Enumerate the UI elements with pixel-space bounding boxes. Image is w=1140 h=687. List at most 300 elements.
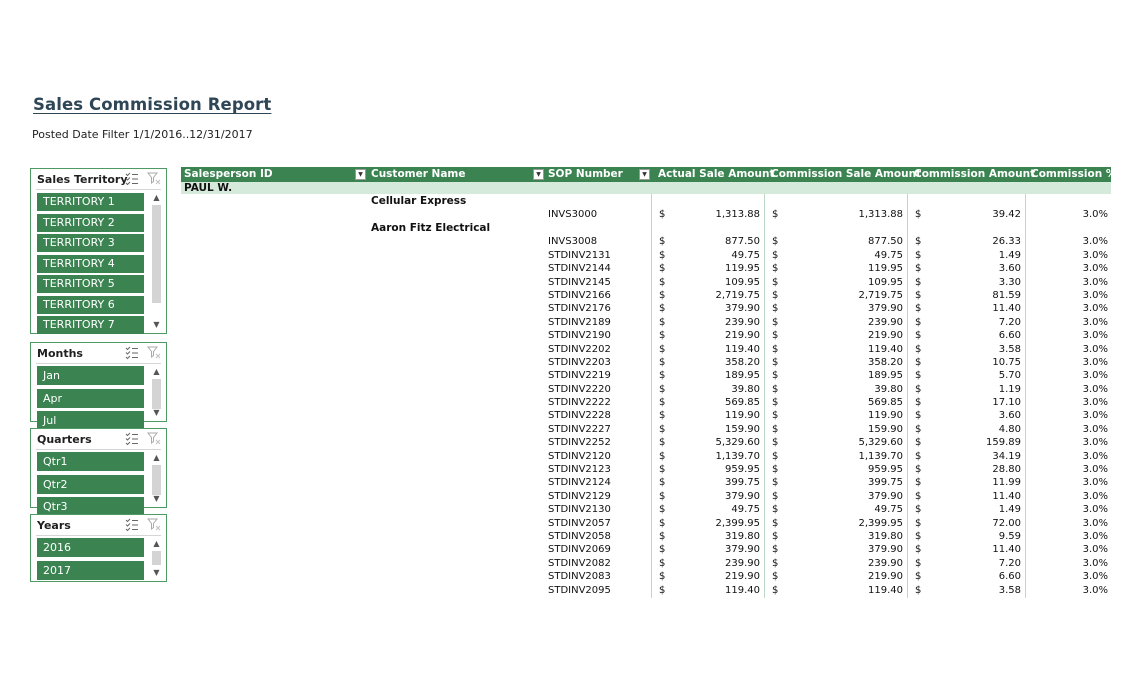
scroll-thumb[interactable] [152,379,161,409]
currency-symbol: $ [772,303,779,315]
table-row[interactable] [181,450,1111,463]
currency-symbol: $ [659,236,666,248]
currency-symbol: $ [659,249,666,261]
currency-symbol: $ [772,557,779,569]
actual-sale-amount: 159.90 [725,423,760,435]
currency-symbol: $ [772,370,779,382]
sop-number: STDINV2203 [548,356,611,368]
slicer-quarters[interactable] [30,428,167,513]
commission-percent: 3.0% [1082,477,1108,489]
customer-row[interactable] [181,221,1111,235]
table-row[interactable] [181,289,1111,302]
slicer-item[interactable]: 2017 [37,561,144,580]
currency-symbol: $ [915,209,922,220]
clear-filter-icon[interactable] [147,346,161,359]
currency-symbol: $ [915,530,922,542]
commission-sale-amount: 2,399.95 [858,517,903,529]
slicer-title: Years [37,519,71,532]
commission-percent: 3.0% [1082,249,1108,261]
currency-symbol: $ [659,571,666,583]
commission-pivot-table [181,167,1117,597]
table-row[interactable] [181,570,1111,583]
commission-sale-amount: 189.95 [868,370,903,382]
commission-sale-amount: 569.85 [868,397,903,409]
table-row[interactable] [181,543,1111,556]
currency-symbol: $ [772,571,779,583]
currency-symbol: $ [915,584,922,596]
commission-sale-amount: 119.90 [868,410,903,422]
commission-sale-amount: 959.95 [868,464,903,476]
currency-symbol: $ [772,544,779,556]
commission-amount: 7.20 [998,316,1021,328]
commission-sale-amount: 1,313.88 [858,209,903,220]
currency-symbol: $ [659,530,666,542]
actual-sale-amount: 959.95 [725,464,760,476]
currency-symbol: $ [659,397,666,409]
table-row[interactable] [181,383,1111,396]
commission-percent: 3.0% [1082,263,1108,275]
table-row[interactable] [181,276,1111,289]
currency-symbol: $ [915,504,922,516]
actual-sale-amount: 379.90 [725,303,760,315]
table-row[interactable] [181,423,1111,436]
actual-sale-amount: 379.90 [725,490,760,502]
commission-sale-amount: 877.50 [868,236,903,248]
commission-percent: 3.0% [1082,209,1108,220]
slicer-item[interactable]: TERRITORY 6 [37,296,144,314]
commission-sale-amount: 49.75 [874,504,903,516]
actual-sale-amount: 119.40 [725,584,760,596]
slicer-item[interactable]: TERRITORY 5 [37,275,144,293]
sop-number: STDINV2058 [548,530,611,542]
scroll-up-icon[interactable]: ▲ [153,453,160,462]
commission-percent: 3.0% [1082,504,1108,516]
commission-percent: 3.0% [1082,423,1108,435]
header-salesperson-id[interactable]: Salesperson ID [184,168,273,180]
currency-symbol: $ [915,397,922,409]
sop-number: STDINV2069 [548,544,611,556]
commission-percent: 3.0% [1082,303,1108,315]
currency-symbol: $ [659,356,666,368]
currency-symbol: $ [659,209,666,220]
table-header-row [181,167,1117,182]
commission-sale-amount: 39.80 [874,383,903,395]
currency-symbol: $ [772,490,779,502]
commission-sale-amount: 119.40 [868,343,903,355]
slicer-item[interactable]: TERRITORY 1 [37,193,144,211]
currency-symbol: $ [772,464,779,476]
customer-row[interactable] [181,194,1111,208]
scroll-thumb[interactable] [152,465,161,495]
actual-sale-amount: 399.75 [725,477,760,489]
currency-symbol: $ [659,343,666,355]
commission-percent: 3.0% [1082,464,1108,476]
currency-symbol: $ [772,356,779,368]
commission-percent: 3.0% [1082,584,1108,596]
commission-amount: 34.19 [992,450,1021,462]
commission-amount: 28.80 [992,464,1021,476]
scroll-down-icon[interactable]: ▼ [153,408,160,417]
multi-select-icon[interactable] [125,518,139,531]
actual-sale-amount: 319.80 [725,530,760,542]
commission-sale-amount: 319.80 [868,530,903,542]
actual-sale-amount: 49.75 [731,249,760,261]
currency-symbol: $ [772,410,779,422]
commission-percent: 3.0% [1082,397,1108,409]
slicer-item[interactable]: Jan [37,366,144,385]
actual-sale-amount: 1,313.88 [715,209,760,220]
currency-symbol: $ [772,276,779,288]
sop-number: STDINV2220 [548,383,611,395]
table-row[interactable] [181,329,1111,342]
commission-amount: 3.58 [998,584,1021,596]
commission-amount: 6.60 [998,330,1021,342]
commission-sale-amount: 219.90 [868,330,903,342]
currency-symbol: $ [772,477,779,489]
actual-sale-amount: 49.75 [731,504,760,516]
slicer-item[interactable]: TERRITORY 3 [37,234,144,252]
table-row[interactable] [181,396,1111,409]
currency-symbol: $ [659,276,666,288]
sop-number: STDINV2189 [548,316,611,328]
commission-percent: 3.0% [1082,557,1108,569]
commission-sale-amount: 119.40 [868,584,903,596]
currency-symbol: $ [659,303,666,315]
currency-symbol: $ [915,410,922,422]
actual-sale-amount: 2,719.75 [715,289,760,301]
table-row[interactable] [181,356,1111,369]
commission-sale-amount: 1,139.70 [858,450,903,462]
currency-symbol: $ [659,383,666,395]
slicer-item[interactable]: Qtr2 [37,475,144,494]
commission-amount: 5.70 [998,370,1021,382]
slicer-sales-territory[interactable] [30,168,167,334]
slicer-item[interactable]: Jul [37,411,144,430]
sop-number: STDINV2082 [548,557,611,569]
currency-symbol: $ [772,504,779,516]
currency-symbol: $ [659,370,666,382]
scroll-down-icon[interactable]: ▼ [153,568,160,577]
currency-symbol: $ [772,584,779,596]
currency-symbol: $ [772,343,779,355]
posted-date-filter: Posted Date Filter 1/1/2016..12/31/2017 [32,128,253,141]
commission-amount: 11.99 [992,477,1021,489]
currency-symbol: $ [915,557,922,569]
commission-percent: 3.0% [1082,316,1108,328]
commission-amount: 11.40 [992,490,1021,502]
currency-symbol: $ [772,249,779,261]
currency-symbol: $ [915,437,922,449]
currency-symbol: $ [659,289,666,301]
currency-symbol: $ [772,236,779,248]
table-row[interactable] [181,490,1111,503]
commission-sale-amount: 49.75 [874,249,903,261]
slicer-months[interactable] [30,342,167,427]
actual-sale-amount: 379.90 [725,544,760,556]
multi-select-icon[interactable] [125,346,139,359]
currency-symbol: $ [772,423,779,435]
commission-percent: 3.0% [1082,370,1108,382]
clear-filter-icon[interactable] [147,432,161,445]
commission-amount: 1.49 [998,504,1021,516]
currency-symbol: $ [659,450,666,462]
commission-sale-amount: 119.95 [868,263,903,275]
sop-number: STDINV2095 [548,584,611,596]
commission-amount: 17.10 [992,397,1021,409]
currency-symbol: $ [915,490,922,502]
commission-percent: 3.0% [1082,276,1108,288]
currency-symbol: $ [915,571,922,583]
currency-symbol: $ [915,316,922,328]
commission-amount: 11.40 [992,544,1021,556]
currency-symbol: $ [772,397,779,409]
filter-dropdown-icon[interactable]: ▼ [533,169,544,180]
clear-filter-icon[interactable] [147,518,161,531]
scroll-up-icon[interactable]: ▲ [153,539,160,548]
slicer-item[interactable]: TERRITORY 2 [37,214,144,232]
scroll-up-icon[interactable]: ▲ [153,193,160,202]
commission-percent: 3.0% [1082,383,1108,395]
header-commission-percent[interactable]: Commission % [1031,168,1117,180]
scroll-thumb[interactable] [152,551,161,565]
slicer-item[interactable]: TERRITORY 7 [37,316,144,334]
currency-symbol: $ [659,464,666,476]
slicer-item[interactable]: Qtr1 [37,452,144,471]
actual-sale-amount: 877.50 [725,236,760,248]
commission-sale-amount: 109.95 [868,276,903,288]
sop-number: STDINV2176 [548,303,611,315]
commission-percent: 3.0% [1082,236,1108,248]
commission-percent: 3.0% [1082,410,1108,422]
table-row[interactable] [181,436,1111,449]
currency-symbol: $ [659,437,666,449]
actual-sale-amount: 358.20 [725,356,760,368]
table-row[interactable] [181,530,1111,543]
sop-number: STDINV2219 [548,370,611,382]
sop-number: STDINV2123 [548,464,611,476]
header-commission-sale-amount[interactable]: Commission Sale Amount [771,168,922,180]
table-row[interactable] [181,208,1111,221]
sop-number: STDINV2166 [548,289,611,301]
sop-number: STDINV2130 [548,504,611,516]
table-row[interactable] [181,557,1111,570]
slicer-scrollbar[interactable] [151,193,162,330]
currency-symbol: $ [915,464,922,476]
actual-sale-amount: 2,399.95 [715,517,760,529]
commission-sale-amount: 239.90 [868,557,903,569]
slicer-items-area [36,192,163,331]
slicer-years[interactable] [30,514,167,582]
commission-sale-amount: 379.90 [868,490,903,502]
table-row[interactable] [181,262,1111,275]
commission-sale-amount: 379.90 [868,303,903,315]
currency-symbol: $ [772,383,779,395]
sop-number: INVS3000 [548,209,598,220]
slicer-item[interactable]: Apr [37,389,144,408]
filter-dropdown-icon[interactable]: ▼ [639,169,650,180]
currency-symbol: $ [772,263,779,275]
currency-symbol: $ [772,530,779,542]
slicer-scrollbar[interactable] [151,367,162,418]
slicer-item[interactable]: Qtr3 [37,497,144,516]
sop-number: STDINV2145 [548,276,611,288]
slicer-scrollbar[interactable] [151,539,162,578]
currency-symbol: $ [772,209,779,220]
currency-symbol: $ [915,303,922,315]
commission-sale-amount: 2,719.75 [858,289,903,301]
sop-number: STDINV2131 [548,249,611,261]
commission-sale-amount: 399.75 [868,477,903,489]
currency-symbol: $ [772,330,779,342]
table-row[interactable] [181,249,1111,262]
slicer-items-area [36,538,163,579]
header-commission-amount[interactable]: Commission Amount [914,168,1036,180]
commission-amount: 11.40 [992,303,1021,315]
sop-number: STDINV2227 [548,423,611,435]
sop-number: STDINV2222 [548,397,611,409]
commission-amount: 39.42 [992,209,1021,220]
sop-number: STDINV2190 [548,330,611,342]
table-row[interactable] [181,517,1111,530]
sop-number: STDINV2129 [548,490,611,502]
commission-amount: 4.80 [998,423,1021,435]
header-sop-number[interactable]: SOP Number [548,168,623,180]
slicer-title: Months [37,347,83,360]
salesperson-id: PAUL W. [184,182,233,194]
currency-symbol: $ [915,370,922,382]
currency-symbol: $ [915,423,922,435]
actual-sale-amount: 1,139.70 [715,450,760,462]
scroll-thumb[interactable] [152,205,161,303]
sop-number: STDINV2057 [548,517,611,529]
sop-number: INVS3008 [548,236,598,248]
currency-symbol: $ [659,423,666,435]
table-row[interactable] [181,302,1111,315]
commission-sale-amount: 358.20 [868,356,903,368]
header-actual-sale-amount[interactable]: Actual Sale Amount [658,168,775,180]
multi-select-icon[interactable] [125,172,139,185]
commission-amount: 3.60 [998,410,1021,422]
currency-symbol: $ [659,477,666,489]
currency-symbol: $ [772,517,779,529]
commission-amount: 81.59 [992,289,1021,301]
actual-sale-amount: 189.95 [725,370,760,382]
currency-symbol: $ [915,249,922,261]
table-row[interactable] [181,463,1111,476]
currency-symbol: $ [659,263,666,275]
table-row[interactable] [181,235,1111,248]
table-row[interactable] [181,584,1111,597]
commission-amount: 1.49 [998,249,1021,261]
commission-sale-amount: 5,329.60 [858,437,903,449]
table-row[interactable] [181,503,1111,516]
customer-name: Cellular Express [371,195,467,207]
actual-sale-amount: 569.85 [725,397,760,409]
currency-symbol: $ [915,263,922,275]
actual-sale-amount: 5,329.60 [715,437,760,449]
currency-symbol: $ [659,316,666,328]
currency-symbol: $ [659,490,666,502]
scroll-down-icon[interactable]: ▼ [153,494,160,503]
commission-percent: 3.0% [1082,330,1108,342]
table-row[interactable] [181,476,1111,489]
currency-symbol: $ [659,410,666,422]
commission-amount: 7.20 [998,557,1021,569]
commission-percent: 3.0% [1082,356,1108,368]
slicer-item[interactable]: 2016 [37,538,144,557]
sop-number: STDINV2202 [548,343,611,355]
commission-amount: 26.33 [992,236,1021,248]
slicer-scrollbar[interactable] [151,453,162,504]
commission-amount: 3.30 [998,276,1021,288]
commission-percent: 3.0% [1082,571,1108,583]
actual-sale-amount: 109.95 [725,276,760,288]
slicer-title: Quarters [37,433,92,446]
commission-sale-amount: 379.90 [868,544,903,556]
currency-symbol: $ [659,517,666,529]
actual-sale-amount: 119.90 [725,410,760,422]
scroll-down-icon[interactable]: ▼ [153,320,160,329]
report-title: Sales Commission Report [33,95,272,114]
commission-percent: 3.0% [1082,517,1108,529]
slicer-header [36,169,161,190]
table-row[interactable] [181,409,1111,422]
currency-symbol: $ [915,276,922,288]
table-row[interactable] [181,369,1111,382]
slicer-header [36,343,161,364]
currency-symbol: $ [915,289,922,301]
commission-amount: 10.75 [992,356,1021,368]
scroll-up-icon[interactable]: ▲ [153,367,160,376]
commission-amount: 3.60 [998,263,1021,275]
table-row[interactable] [181,343,1111,356]
slicer-items-area [36,452,163,513]
filter-dropdown-icon[interactable]: ▼ [355,169,366,180]
currency-symbol: $ [915,450,922,462]
sop-number: STDINV2083 [548,571,611,583]
commission-percent: 3.0% [1082,544,1108,556]
commission-percent: 3.0% [1082,450,1108,462]
currency-symbol: $ [772,289,779,301]
multi-select-icon[interactable] [125,432,139,445]
commission-sale-amount: 219.90 [868,571,903,583]
sop-number: STDINV2120 [548,450,611,462]
currency-symbol: $ [659,584,666,596]
sop-number: STDINV2144 [548,263,611,275]
actual-sale-amount: 239.90 [725,557,760,569]
slicer-header [36,515,161,536]
sop-number: STDINV2228 [548,410,611,422]
commission-amount: 6.60 [998,571,1021,583]
currency-symbol: $ [659,330,666,342]
commission-percent: 3.0% [1082,530,1108,542]
currency-symbol: $ [915,356,922,368]
currency-symbol: $ [659,544,666,556]
slicer-item[interactable]: TERRITORY 4 [37,255,144,273]
customer-name: Aaron Fitz Electrical [371,222,491,235]
salesperson-row[interactable] [181,182,1111,194]
slicer-items-area [36,366,163,427]
currency-symbol: $ [659,504,666,516]
commission-amount: 72.00 [992,517,1021,529]
commission-percent: 3.0% [1082,343,1108,355]
table-row[interactable] [181,316,1111,329]
clear-filter-icon[interactable] [147,172,161,185]
header-customer-name[interactable]: Customer Name [371,168,466,180]
actual-sale-amount: 219.90 [725,330,760,342]
sop-number: STDINV2252 [548,437,611,449]
currency-symbol: $ [915,343,922,355]
